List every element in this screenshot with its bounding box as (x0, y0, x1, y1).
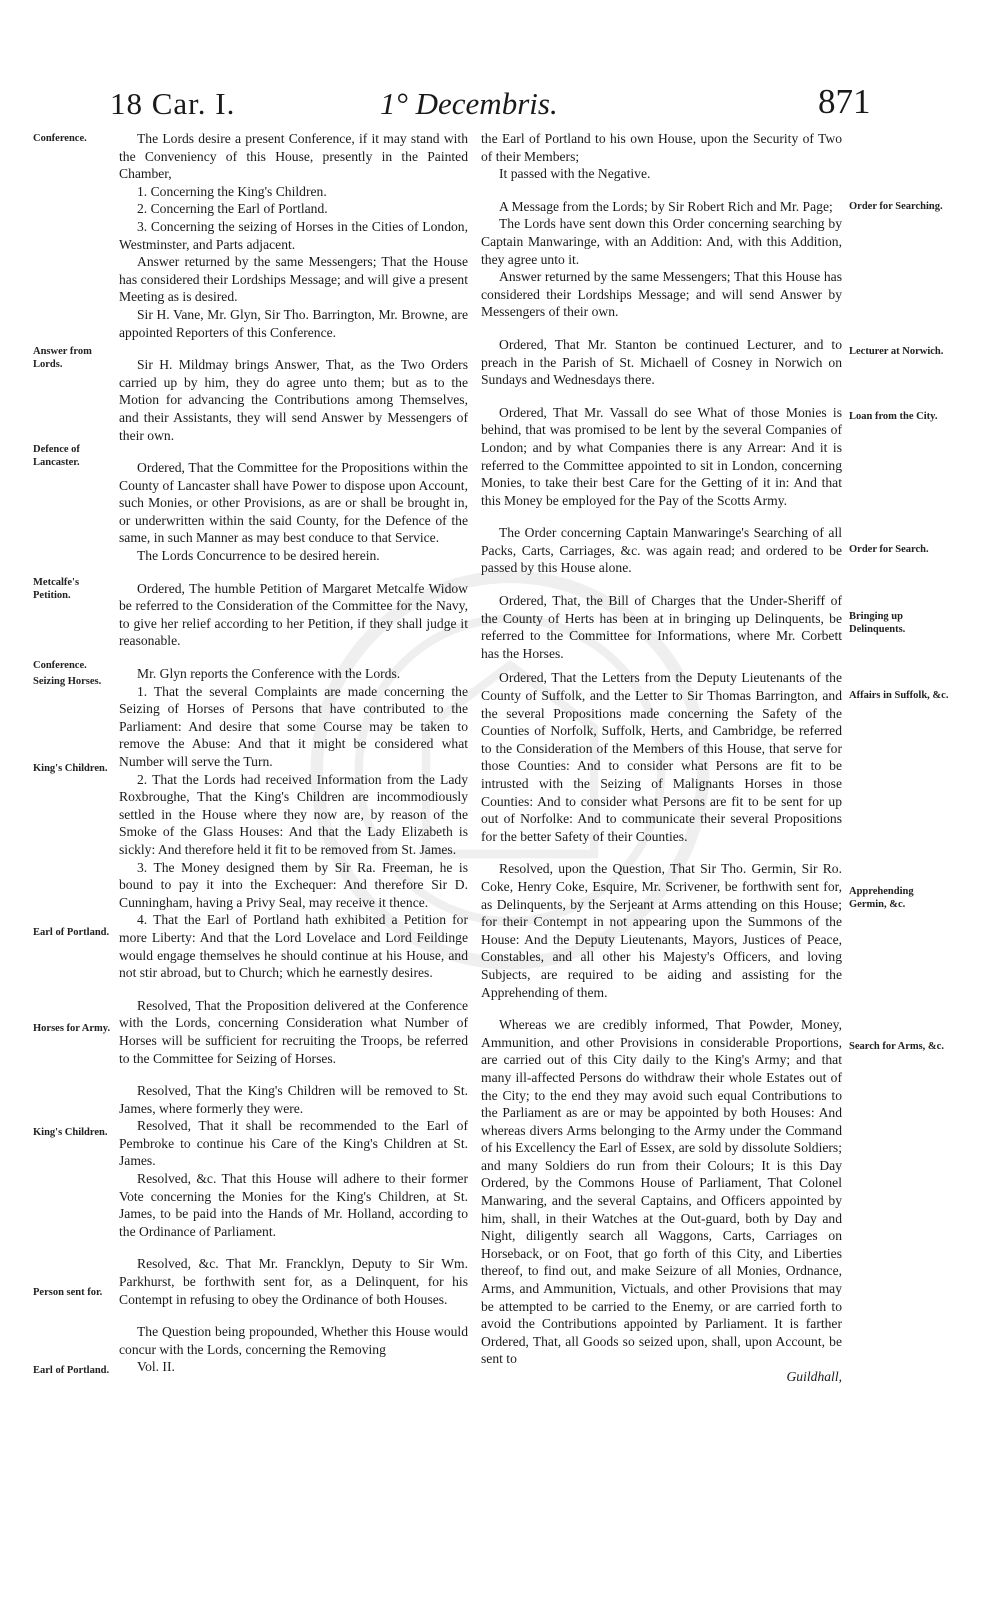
paragraph: 2. That the Lords had received Information from the Lady Roxbroughe, That the King's Children are incommodiously settled in the House where they now are, by reason of the Smoke of the Glass Houses: And that the Lady Elizabeth is sickly: And therefore held it fit to be removed from St. James. (119, 771, 468, 857)
paragraph: Resolved, That the King's Children will be removed to St. James, where formerly they were. (119, 1083, 468, 1116)
page-number: 871 (818, 82, 871, 121)
paragraph: Mr. Glyn reports the Conference with the Lords. (137, 666, 401, 682)
margin-note: King's Children. (33, 1127, 108, 1138)
paragraph: Resolved, That it shall be recommended to the Earl of Pembroke to continue his Care of the King's Children at St. James. (119, 1118, 468, 1169)
paragraph: Ordered, The humble Petition of Margaret Metcalfe Widow be referred to the Consideration of the Committee for the Navy, to give her relief according to her Petition, if they shall judge it reasonable. (119, 580, 468, 649)
date-heading: 1° Decembris. (380, 86, 558, 121)
paragraph: The Lords desire a present Conference, if it may stand with the Conveniency of this House, presently in the Painted Chamber, (119, 131, 468, 182)
margin-note: Earl of Portland. (33, 927, 110, 938)
paragraph: The Order concerning Captain Manwaringe's Searching of all Packs, Carts, Carriages, &c. was again read; and ordered to be passed by this House alone. (481, 525, 842, 576)
paragraph: Ordered, That the Committee for the Propositions within the County of Lancaster shall have Power to dispose upon Account, such Monies, or other Provisions, as are or shall be brought in, or underwritten within the said County, for the Defence of the same, in such Manner as may best conduce to that Service. (119, 460, 468, 546)
list-item: 1. Concerning the King's Children. (137, 183, 327, 199)
volume-signature: Vol. II. (137, 1359, 175, 1375)
margin-note: Order for Searching. (849, 201, 943, 212)
paragraph: Whereas we are credibly informed, That Powder, Money, Ammunition, and other Provisions in considerable Proportions, are carried out of this City daily to the King's Army; and that many ill-affected Persons do withdraw their whole Estates out of the City; to the end they may avoid such equal Contributions to the Parliament as are or may be appointed by both Houses: And whereas divers Arms belonging to the Army under the Command of his Excellency the Earl of Essex, are sold by dissolute Soldiers; and many Soldiers do run from their Colours; It is this Day Ordered, by the Commons House of Parliament, That Colonel Manwaring, and the several Captains, and Officers appointed by him, shall, in their Watches at the Out-guard, both by Day and Night, diligently search all Waggons, Carts, Carriages on Horseback, or on Foot, that go forth of this City, and Liberties thereof, to find out, and make Seizure of all Monies, Ordnance, Arms, and Ammunition, Victuals, and other Provisions that may be attempted to be carried to the Enemy, or are carried forth to avoid the Contributions appointed by Parliament. It is farther Ordered, That, all Goods so seized upon, shall, upon Account, be sent to (481, 1017, 842, 1367)
paragraph: Ordered, That the Letters from the Deputy Lieutenants of the County of Suffolk, and the Letter to Sir Thomas Barrington, and the several Propositions made concerning the Safety of the Counties of Norfolk, Suffolk, Herts, and Cambridge, be referred to the Consideration of the Members of this House, that serve for those Counties: And to consider what Persons are fit to be intrusted with the Seizing of Malignants Horses in those Counties: And to consider what Persons are fit to be sent for up out of Norfolke: And to communicate their several Propositions for the better Safety of their Counties. (481, 670, 842, 844)
paragraph: Answer returned by the same Messengers; That this House has considered their Lordships Message; and will send Answer by Messengers of their own. (481, 269, 842, 320)
left-column (119, 130, 468, 1376)
paragraph: Sir H. Vane, Mr. Glyn, Sir Tho. Barrington, Mr. Browne, are appointed Reporters of this Conference. (119, 306, 468, 340)
paragraph: Sir H. Mildmay brings Answer, That, as the Two Orders carried up by him, they do agree unto them; but as to the Motion for advancing the Contributions among Themselves, and their Assistants, they will send Answer by Messengers of their own. (119, 357, 468, 443)
margin-note: Seizing Horses. (33, 676, 102, 687)
paragraph: Answer returned by the same Messengers; That the House has considered their Lordships Message; and will give a present Meeting as is desired. (119, 254, 468, 305)
paragraph: 4. That the Earl of Portland hath exhibited a Petition for more Liberty: And that the Lord Lovelace and Lord Feildinge would engage themselves he should continue at his House, and not stir abroad, but to Church; which he earnestly desires. (119, 912, 468, 981)
paragraph: A Message from the Lords; by Sir Robert Rich and Mr. Page; (499, 198, 833, 214)
paragraph: Ordered, That, the Bill of Charges that the Under-Sheriff of the County of Herts has been at in bringing up Delinquents, be referred to the Committee for Informations, where Mr. Corbett has the Horses. (481, 593, 842, 661)
catchword: Guildhall, (786, 1369, 842, 1384)
margin-note: Search for Arms, &c. (849, 1041, 944, 1052)
list-item: 2. Concerning the Earl of Portland. (137, 201, 328, 217)
paragraph: The Lords Concurrence to be desired herein. (137, 548, 380, 564)
paragraph: Ordered, That Mr. Stanton be continued Lecturer, and to preach in the Parish of St. Michaell of Cosney in Norwich on Sundays and Wednesdays there. (481, 336, 842, 388)
paragraph: 1. That the several Complaints are made concerning the Seizing of Horses of Persons that have contributed to the Parliament: And desire that some Course may be taken to remove the Abuse: And that it might be considered what Number will serve the Turn. (119, 683, 468, 769)
paragraph: Resolved, That the Proposition delivered at the Conference with the Lords, concerning Consideration what Number of Horses will be sufficient for recruiting the Troops, be referred to the Committee for Seizing of Horses. (119, 997, 468, 1066)
regnal-year: 18 Car. I. (110, 86, 236, 121)
list-item: 3. Concerning the seizing of Horses in the Cities of London, Westminster, and Parts adjacent. (119, 218, 468, 252)
paragraph: The Lords have sent down this Order concerning searching by Captain Manwaringe, with an Addition: And, with this Addition, they agree unto it. (481, 216, 842, 267)
margin-note: Order for Search. (849, 544, 929, 555)
margin-note: Bringing up Delinquents. (849, 611, 906, 635)
margin-note: Affairs in Suffolk, &c. (849, 690, 949, 701)
margin-note: Metcalfe's Petition. (33, 577, 80, 601)
margin-note: King's Children. (33, 763, 108, 774)
margin-note: Earl of Portland. (33, 1365, 110, 1376)
margin-note: Conference. (33, 133, 87, 144)
margin-note: Person sent for. (33, 1287, 103, 1298)
paragraph: the Earl of Portland to his own House, upon the Security of Two of their Members; (481, 131, 842, 164)
margin-note: Lecturer at Norwich. (849, 346, 944, 357)
margin-note: Apprehending Germin, &c. (849, 886, 914, 910)
paragraph: Resolved, &c. That Mr. Francklyn, Deputy to Sir Wm. Parkhurst, be forthwith sent for, as a Delinquent, for his Contempt in refusing to obey the Ordinance of both Houses. (119, 1256, 468, 1307)
paragraph: Ordered, That Mr. Vassall do see What of those Monies is behind, that was promised to be lent by the several Companies of London; and by what Companies there is any Arrear: And it is referred to the Committee appointed to sit in London, concerning Monies, to take their best Care for the Getting of it in: And that this Money be employed for the Pay of the Scotts Army. (481, 404, 842, 508)
margin-note: Answer from Lords. (33, 346, 92, 370)
margin-note: Conference. (33, 660, 87, 671)
paragraph: 3. The Money designed them by Sir Ra. Freeman, he is bound to pay it into the Exchequer: And therefore Sir D. Cunningham, having a Privy Seal, may receive it thence. (119, 859, 468, 910)
paragraph: Resolved, &c. That this House will adhere to their former Vote concerning the Monies for the King's Children, at St. James, to be paid into the Hands of Mr. Holland, according to the Ordinance of Parliament. (119, 1171, 468, 1239)
paragraph: The Question being propounded, Whether this House would concur with the Lords, concerning the Removing (119, 1324, 468, 1357)
paragraph: It passed with the Negative. (499, 166, 651, 182)
running-header (0, 80, 992, 130)
right-column (481, 130, 842, 1386)
paragraph: Resolved, upon the Question, That Sir Tho. Germin, Sir Ro. Coke, Henry Coke, Esquire, Mr. Scrivener, be forthwith sent for, as Delinquents, by the Serjeant at Arms attending on this House; for their Contempt in not appearing upon the Summons of the House: And the Deputy Lieutenants, Mayors, Justices of Peace, Constables, and all other his Majesty's Officers, and loving Subjects, are required to be aiding and assisting for the Apprehending of them. (481, 861, 842, 1000)
margin-note: Horses for Army. (33, 1023, 111, 1034)
margin-note: Loan from the City. (849, 411, 938, 422)
margin-note: Defence of Lancaster. (33, 444, 80, 468)
